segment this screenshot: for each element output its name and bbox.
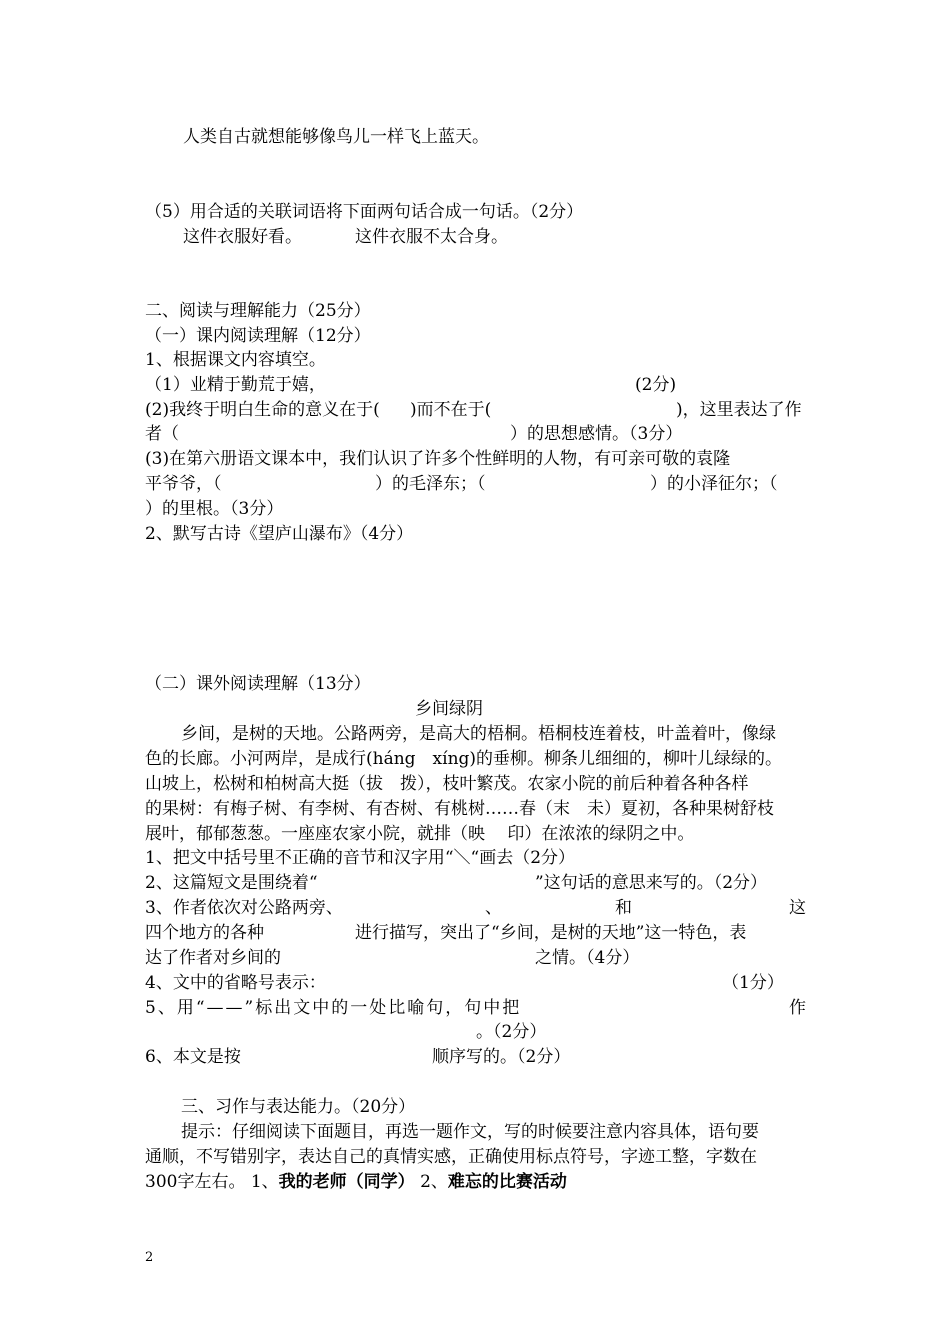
section-title: 二、阅读与理解能力（25分） <box>145 301 371 321</box>
question: ）的思想感情。（3分） <box>510 424 683 444</box>
question: 之情。（4分） <box>535 948 640 968</box>
question: 平爷爷，（ <box>145 474 222 494</box>
page-number: 2 <box>145 1250 154 1265</box>
question: 2、这篇短文是围绕着“ <box>145 873 318 893</box>
question: 达了作者对乡间的 <box>145 948 281 968</box>
question: 者（ <box>145 424 179 444</box>
q5-s1: 这件衣服好看。 <box>183 227 302 247</box>
question: ）的毛泽东；（ <box>375 474 486 494</box>
tip-end: 300字左右。 1、 <box>145 1172 279 1192</box>
question: 这 <box>789 898 806 918</box>
question: 5、用“——”标出文中的一处比喻句，句中把 <box>145 998 522 1018</box>
separator: 2、 <box>414 1172 448 1192</box>
q5-s2: 这件衣服不太合身。 <box>355 227 508 247</box>
q5-prompt: （5）用合适的关联词语将下面两句话合成一句话。（2分） <box>145 202 584 222</box>
question: (2)我终于明白生命的意义在于( <box>145 400 380 420</box>
passage-line: 展叶，郁郁葱葱。一座座农家小院，就排（映 印）在浓浓的绿阴之中。 <box>145 824 695 844</box>
question: 作 <box>789 998 806 1018</box>
tip-line <box>145 1170 567 1194</box>
question: 、 <box>485 898 502 918</box>
question: 顺序写的。（2分） <box>432 1047 571 1067</box>
question: 四个地方的各种 <box>145 923 264 943</box>
question: 1、把文中括号里不正确的音节和汉字用“＼“画去（2分） <box>145 848 576 868</box>
question: 进行描写，突出了“乡间，是树的天地”这一特色，表 <box>355 923 747 943</box>
topic-1: 我的老师（同学） <box>278 1172 415 1192</box>
question: 和 <box>615 898 632 918</box>
question: 4、文中的省略号表示： <box>145 973 326 993</box>
question: 1、根据课文内容填空。 <box>145 350 326 370</box>
sentence: 人类自古就想能够像鸟儿一样飞上蓝天。 <box>183 127 489 147</box>
topic-2: 难忘的比赛活动 <box>447 1172 567 1192</box>
part-title: （二）课外阅读理解（13分） <box>145 674 371 694</box>
question: (3)在第六册语文课本中，我们认识了许多个性鲜明的人物，有可亲可敬的袁隆 <box>145 449 731 469</box>
question: 3、作者依次对公路两旁、 <box>145 898 343 918</box>
score: 。（2分） <box>476 1022 547 1042</box>
passage-line: 山坡上，松树和柏树高大挺（拔 拨），枝叶繁茂。农家小院的前后种着各种各样 <box>145 774 749 794</box>
part-title: （一）课内阅读理解（12分） <box>145 326 371 346</box>
passage-line: 乡间，是树的天地。公路两旁，是高大的梧桐。梧桐枝连着枝，叶盖着叶，像绿 <box>181 724 776 744</box>
question: )而不在于( <box>410 400 492 420</box>
section-title: 三、习作与表达能力。（20分） <box>181 1097 416 1117</box>
score: （1分） <box>722 973 784 993</box>
question: )，这里表达了作 <box>676 400 802 420</box>
tip-line: 提示：仔细阅读下面题目，再选一题作文，写的时候要注意内容具体，语句要 <box>181 1122 759 1142</box>
question: 6、本文是按 <box>145 1047 241 1067</box>
passage-line: 色的长廊。小河两岸，是成行(háng xíng)的垂柳。柳条儿细细的，柳叶儿绿绿的。 <box>145 749 783 769</box>
score: (2分) <box>635 375 677 395</box>
question: （1）业精于勤荒于嬉， <box>145 375 326 395</box>
passage-line: 的果树：有梅子树、有李树、有杏树、有桃树……春（末 未）夏初，各种果树舒枝 <box>145 799 774 819</box>
question: ）的小泽征尔；（ <box>650 474 778 494</box>
passage-title: 乡间绿阴 <box>415 699 483 719</box>
question: ）的里根。（3分） <box>145 499 284 519</box>
tip-line: 通顺，不写错别字，表达自己的真情实感，正确使用标点符号，字迹工整，字数在 <box>145 1147 757 1167</box>
question: 2、默写古诗《望庐山瀑布》（4分） <box>145 524 414 544</box>
question: ”这句话的意思来写的。（2分） <box>535 873 768 893</box>
